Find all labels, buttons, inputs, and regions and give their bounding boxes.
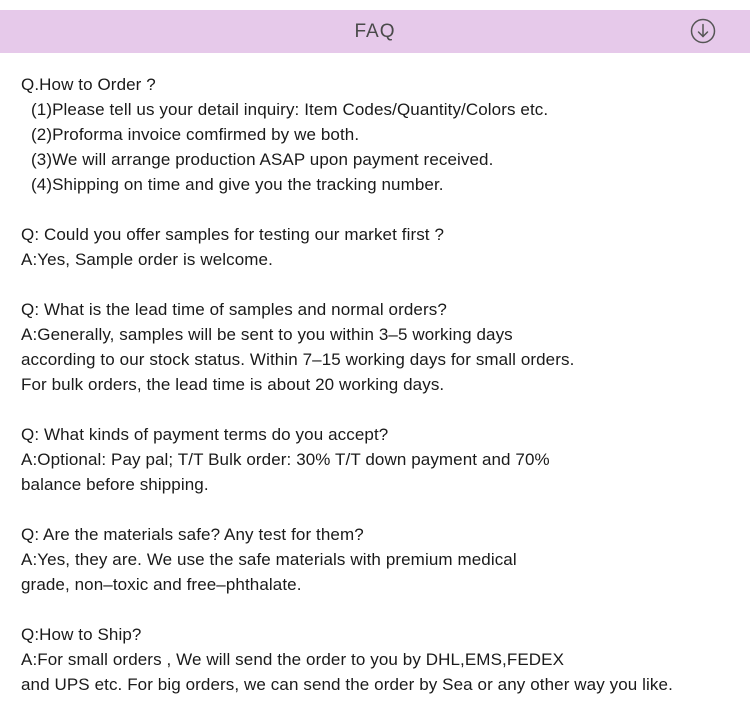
faq-question: Q: What kinds of payment terms do you accept? (21, 425, 389, 444)
faq-answer-line: A:For small orders , We will send the order to you by DHL,EMS,FEDEX (21, 650, 565, 669)
faq-list (21, 72, 741, 697)
faq-item-payment-terms (21, 422, 741, 497)
faq-answer-line: For bulk orders, the lead time is about 20 working days. (21, 375, 445, 394)
faq-answer-line: A:Yes, they are. We use the safe materials with premium medical (21, 550, 517, 569)
faq-item-samples (21, 222, 741, 272)
spacer (21, 197, 741, 222)
faq-answer-line: and UPS etc. For big orders, we can send the order by Sea or any other way you like. (21, 675, 673, 694)
faq-item-lead-time (21, 297, 741, 397)
faq-question: Q: What is the lead time of samples and normal orders? (21, 300, 447, 319)
faq-question: Q: Are the materials safe? Any test for them? (21, 525, 364, 544)
arrow-down-circle-icon[interactable] (690, 18, 716, 44)
spacer (21, 272, 741, 297)
faq-header (0, 10, 750, 53)
faq-question: Q: Could you offer samples for testing our market first ? (21, 225, 445, 244)
faq-answer-line: (4)Shipping on time and give you the tracking number. (31, 175, 444, 194)
faq-item-how-to-order (21, 72, 741, 197)
faq-answer-line: A:Optional: Pay pal; T/T Bulk order: 30% T/T down payment and 70% (21, 450, 550, 469)
spacer (21, 397, 741, 422)
faq-question: Q:How to Ship? (21, 625, 142, 644)
faq-answer-line: A:Yes, Sample order is welcome. (21, 250, 273, 269)
faq-answer-line: (3)We will arrange production ASAP upon payment received. (31, 150, 494, 169)
faq-answer-line: (2)Proforma invoice comfirmed by we both. (31, 125, 360, 144)
spacer (21, 497, 741, 522)
faq-answer-line: according to our stock status. Within 7–15 working days for small orders. (21, 350, 575, 369)
faq-title: FAQ (354, 20, 396, 42)
faq-item-materials-safe (21, 522, 741, 597)
faq-item-how-to-ship (21, 622, 741, 697)
faq-answer-line: grade, non–toxic and free–phthalate. (21, 575, 302, 594)
faq-answer-line: (1)Please tell us your detail inquiry: Item Codes/Quantity/Colors etc. (31, 100, 549, 119)
faq-question: Q.How to Order ? (21, 75, 156, 94)
faq-answer-line: balance before shipping. (21, 475, 209, 494)
spacer (21, 597, 741, 622)
faq-answer-line: A:Generally, samples will be sent to you within 3–5 working days (21, 325, 513, 344)
